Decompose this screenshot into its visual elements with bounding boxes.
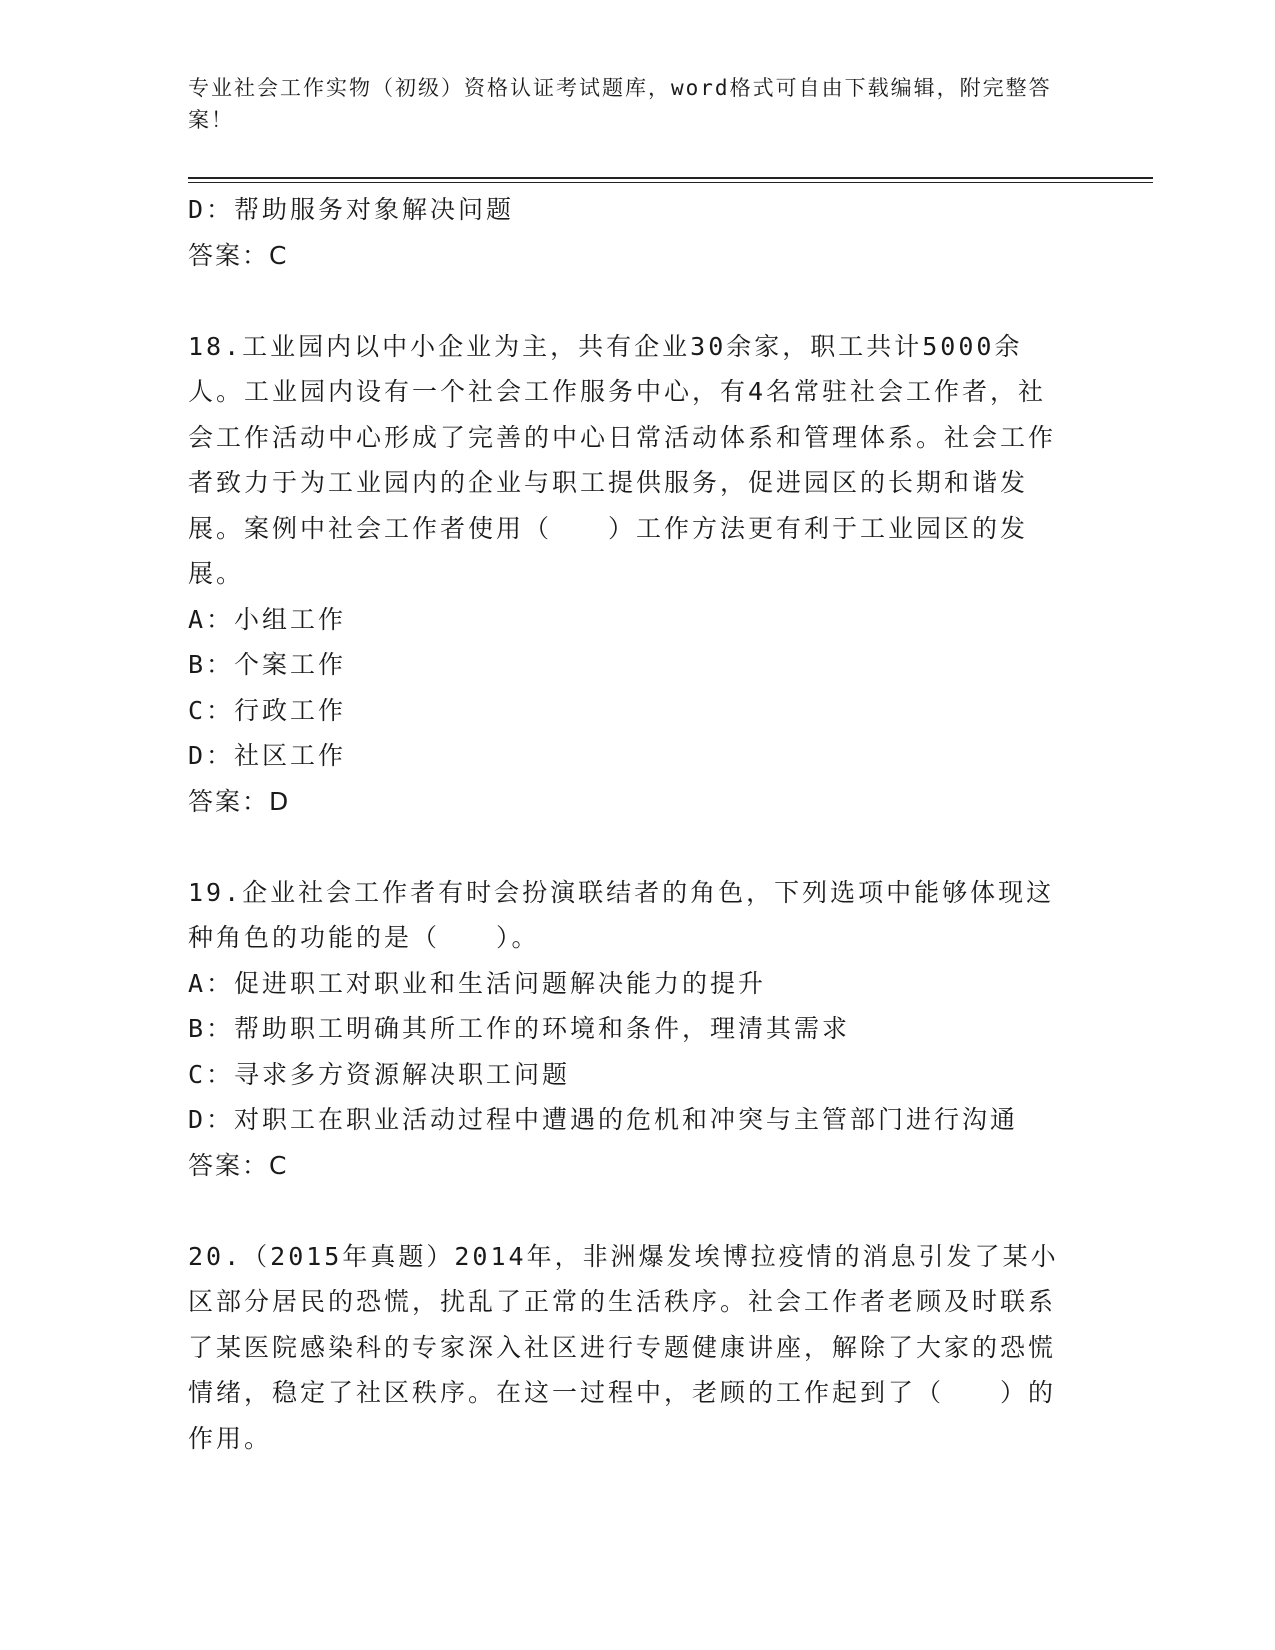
answer-line: 答案：C (188, 1150, 289, 1180)
option-a: A：小组工作 (188, 604, 347, 634)
question-20 (188, 1234, 1068, 1462)
question-list (188, 187, 1068, 1461)
spacer (188, 278, 1068, 324)
answer-line: 答案：D (188, 786, 291, 816)
question-text: 20.（2015年真题）2014年，非洲爆发埃博拉疫情的消息引发了某小区部分居民的恐慌，扰乱了正常的生活秩序。社会工作者老顾及时联系了某医院感染科的专家深入社区进行专题健康讲座，解除了大家的恐慌情绪，稳定了社区秩序。在这一过程中，老顾的工作起到了（ ）的作用。 (188, 1241, 1059, 1453)
question-17-tail (188, 187, 1068, 278)
question-18 (188, 324, 1068, 825)
option-c: C：行政工作 (188, 695, 347, 725)
header-rule-thick (188, 177, 1153, 179)
option-b: B：个案工作 (188, 650, 347, 679)
page-header: 专业社会工作实物（初级）资格认证考试题库，word格式可自由下载编辑，附完整答案！ (188, 76, 1052, 132)
header-rule-thin (188, 182, 1153, 183)
option-c: C：寻求多方资源解决职工问题 (188, 1059, 571, 1089)
spacer (188, 1188, 1068, 1234)
option-d: D：帮助服务对象解决问题 (188, 195, 515, 224)
answer-line: 答案：C (188, 240, 289, 270)
question-19 (188, 870, 1068, 1189)
option-d: D：社区工作 (188, 741, 347, 770)
option-a: A：促进职工对职业和生活问题解决能力的提升 (188, 968, 767, 998)
question-text: 19.企业社会工作者有时会扮演联结者的角色，下列选项中能够体现这种角色的功能的是（ ）。 (188, 877, 1055, 952)
option-d: D：对职工在职业活动过程中遭遇的危机和冲突与主管部门进行沟通 (188, 1105, 1019, 1134)
question-text: 18.工业园内以中小企业为主，共有企业30余家，职工共计5000余人。工业园内设有一个社会工作服务中心，有4名常驻社会工作者，社会工作活动中心形成了完善的中心日常活动体系和管理体系。社会工作者致力于为工业园内的企业与职工提供服务，促进园区的长期和谐发展。案例中社会工作者使用（ ）工作方法更有利于工业园区的发展。 (188, 331, 1057, 588)
spacer (188, 824, 1068, 870)
option-b: B：帮助职工明确其所工作的环境和条件，理清其需求 (188, 1014, 851, 1043)
